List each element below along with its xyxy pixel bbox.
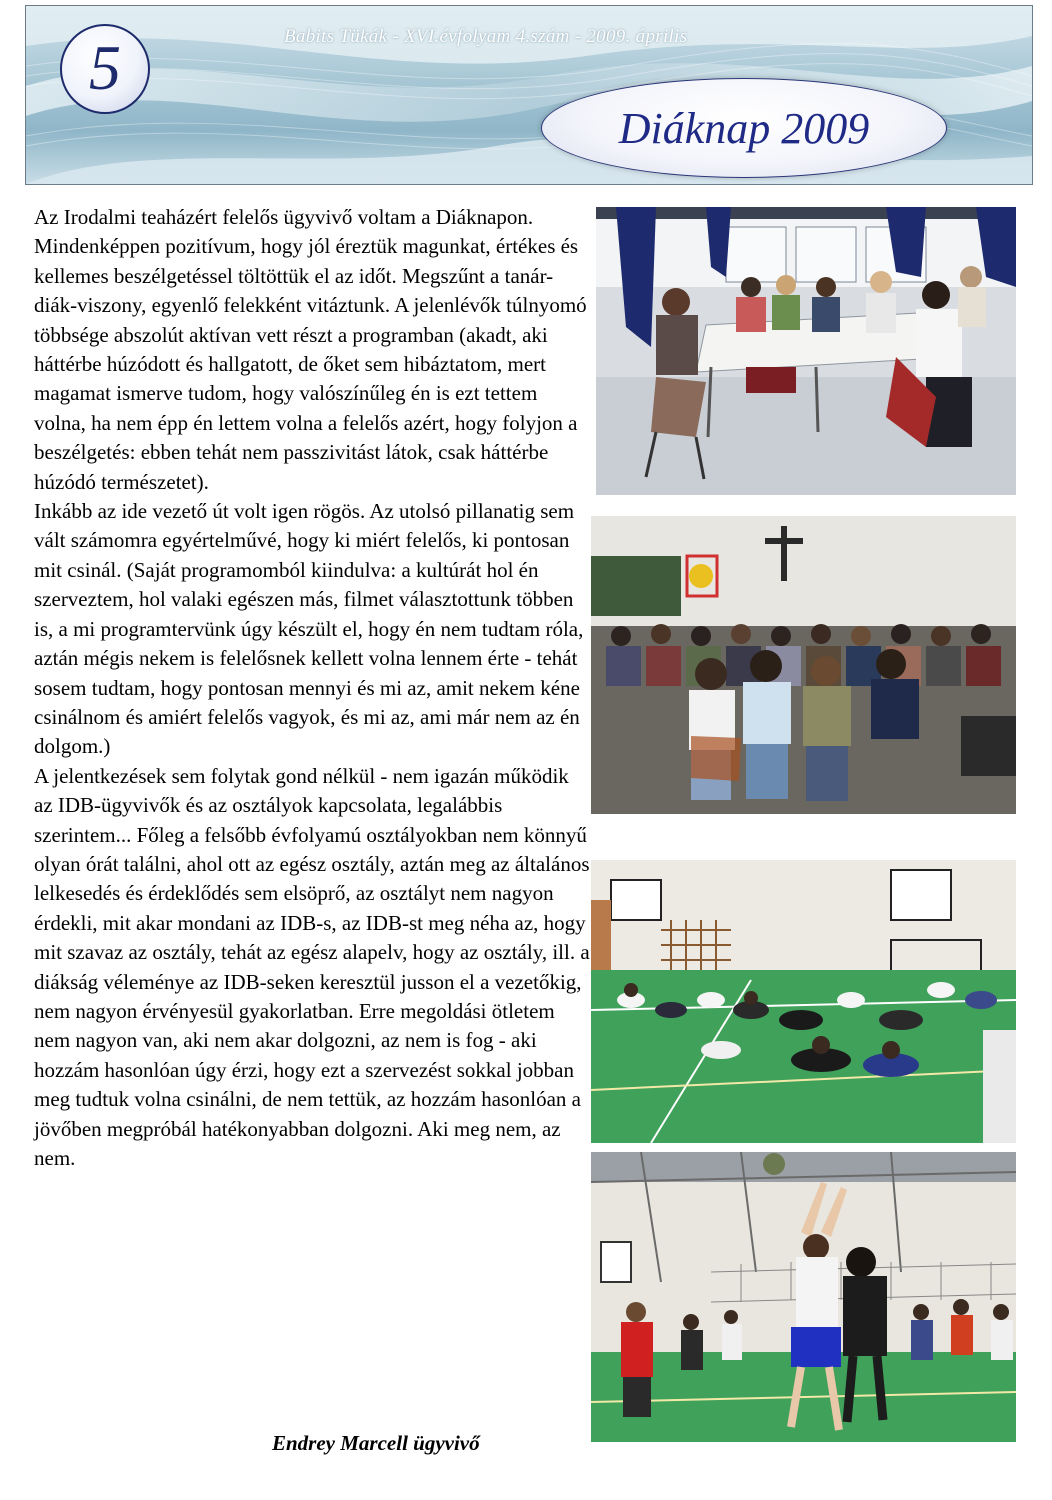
page-number: 5 bbox=[60, 24, 150, 114]
article-body bbox=[34, 203, 590, 1173]
photo-auditorium-audience bbox=[591, 516, 1016, 814]
title-ellipse bbox=[541, 78, 947, 178]
photo-gym-stretching bbox=[591, 860, 1016, 1143]
photo-volleyball bbox=[591, 1152, 1016, 1442]
issue-line: Babits Tükák - XVI.évfolyam 4.szám - 2009. április bbox=[284, 26, 688, 47]
page-header-banner bbox=[25, 5, 1033, 185]
article-signature: Endrey Marcell ügyvivő bbox=[272, 1431, 480, 1455]
article-paragraph-1: Az Irodalmi teaházért felelős ügyvivő voltam a Diáknapon. Mindenképpen pozitívum, hogy jól éreztük magunkat, értékes és kellemes beszélgetéssel töltöttük el az időt. Megszűnt a tanár-diák-viszony, egyenlő felekként vitáztunk. A jelenlévők túlnyomó többsége abszolút aktívan vett részt a programban (akadt, aki háttérbe húzódott és hallgatott, de őket sem hibáztatom, mert magamat ismerve tudom, hogy valószínűleg én is ezt tettem volna, ha nem épp én lettem volna a felelős azért, hogy folyjon a beszélgetés: ebben tehát nem passzivitást látok, csak háttérbe húzódó természetet). bbox=[34, 205, 587, 494]
photo-discussion-tables bbox=[596, 207, 1016, 495]
page-title: Diáknap 2009 bbox=[618, 103, 870, 153]
article-paragraph-2: Inkább az ide vezető út volt igen rögös. Az utolsó pillanatig sem vált számomra egyértelművé, hogy ki miért felelős, ki pontosan mit csinál. (Saját programomból kiindulva: a kultúrát hol én szerveztem, hol valaki egészen más, filmet választottunk többen is, a mi programtervünk úgy készült el, hogy én nem tudtam róla, aztán mégis nekem is felelősnek kellett volna lennem érte - tehát sosem tudtam, hogy pontosan mennyi és mi az, amit nekem kéne csinálnom és amiért felelős vagyok, és mi az, ami már nem az én dolgom.) bbox=[34, 499, 584, 759]
article-paragraph-3: A jelentkezések sem folytak gond nélkül - nem igazán működik az IDB-ügyvivők és az osztályok kapcsolata, legalábbis szerintem... Főleg a felsőbb évfolyamú osztályokban nem könnyű olyan órát találni, ahol ott az egész osztály, aztán meg az általános lelkesedés és érdeklődés sem elsöprő, az osztályt nem nagyon érdekli, mit akar mondani az IDB-s, az IDB-st meg néha az, hogy mit szavaz az osztály, tehát az egész alapelv, hogy az osztály, ill. a diákság véleménye az IDB-seken keresztül jusson el a vezetőkig, nem nagyon érvényesül gyakorlatban. Erre megoldási ötletem nem nagyon van, aki nem akar dolgozni, az nem is fog - aki hozzám hasonlóan úgy érzi, hogy ezt a szervezést sokkal jobban meg tudtuk volna csinálni, de nem tettük, az hozzám hasonlóan a jövőben megpróbál hatékonyabban dolgozni. Aki meg nem, az nem. bbox=[34, 763, 590, 1170]
